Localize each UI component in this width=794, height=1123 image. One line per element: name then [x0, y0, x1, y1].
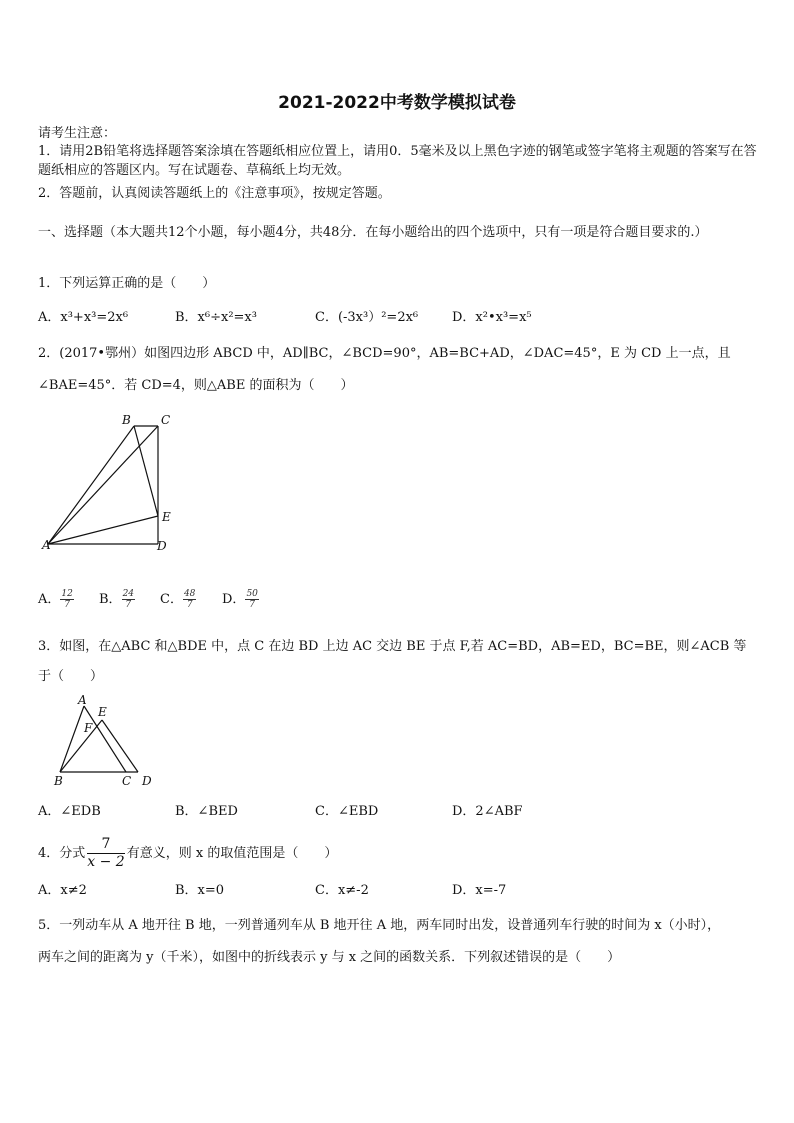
q1-option-d: D．x²•x³=x⁵ — [452, 310, 532, 325]
segment-ed — [102, 720, 138, 772]
question-4-stem: 4．分式 $\frac{7}{x - 2}$ 有意义，则 x 的取值范围是（ ） — [38, 836, 338, 870]
q4-option-d: D．x=-7 — [452, 883, 507, 898]
q2-option-a: A． $\frac{12}{7}$ — [38, 589, 73, 610]
label-d: D — [157, 539, 167, 553]
label-f: F — [84, 721, 93, 735]
label-b: B — [54, 774, 63, 788]
label-e: E — [98, 705, 107, 719]
label-c: C — [122, 774, 132, 788]
q2-option-d: D． $\frac{50}{7}$ — [222, 589, 258, 610]
q3-option-c: C．∠EBD — [315, 804, 379, 819]
q3-option-a: A．∠EDB — [38, 804, 101, 819]
section-heading: 一、选择题（本大题共12个小题，每小题4分，共48分．在每小题给出的四个选项中，只有一项是符合题目要求的.） — [38, 225, 708, 240]
q3-option-b: B．∠BED — [175, 804, 238, 819]
label-a: A — [78, 693, 87, 707]
question-5-stem-line2: 两车之间的距离为 y（千米），如图中的折线表示 y 与 x 之间的函数关系．下列叙述错误的是（ ） — [38, 950, 621, 965]
label-a: A — [42, 538, 51, 552]
q4-option-c: C．x≠-2 — [315, 883, 369, 898]
question-1-stem: 1．下列运算正确的是（ ） — [38, 276, 216, 291]
segment-ab — [48, 426, 134, 544]
q3-triangles-figure — [50, 692, 160, 790]
notice-heading: 请考生注意： — [38, 126, 117, 141]
segment-ac — [48, 426, 158, 544]
q4-fraction: $\frac{7}{x - 2}$ — [87, 836, 125, 870]
segment-ba — [60, 706, 84, 772]
notice-item-2: 2．答题前，认真阅读答题纸上的《注意事项》，按规定答题。 — [38, 186, 391, 201]
segment-be — [60, 720, 102, 772]
question-2-stem-line1: 2．(2017•鄂州）如图四边形 ABCD 中，AD∥BC，∠BCD=90°，AB=BC+AD，∠DAC=45°，E 为 CD 上一点，且 — [38, 346, 731, 361]
label-e: E — [162, 510, 171, 524]
q2-option-b: B． $\frac{24}{7}$ — [99, 589, 135, 610]
q3-option-d: D．2∠ABF — [452, 804, 523, 819]
q1-option-c: C．(-3x³）²=2x⁶ — [315, 310, 419, 325]
q4-option-b: B．x=0 — [175, 883, 225, 898]
q4-option-a: A．x≠2 — [38, 883, 87, 898]
question-3-stem-line2: 于（ ） — [38, 669, 104, 684]
q2-option-c: C． $\frac{48}{7}$ — [160, 589, 196, 610]
q1-option-a: A．x³+x³=2x⁶ — [38, 310, 129, 325]
q2-quadrilateral-figure — [36, 408, 186, 558]
question-2-stem-line2: ∠BAE=45°．若 CD=4，则△ABE 的面积为（ ） — [38, 378, 354, 393]
page-title: 2021-2022中考数学模拟试卷 — [278, 93, 516, 113]
notice-item-1: 1．请用2B铅笔将选择题答案涂填在答题纸相应位置上，请用0．5毫米及以上黑色字迹的钢笔或签字笔将主观题的答案写在答题纸相应的答题区内。写在试题卷、草稿纸上均无效。 — [38, 144, 757, 178]
segment-ae — [48, 516, 158, 544]
q1-option-b: B．x⁶÷x²=x³ — [175, 310, 257, 325]
label-b: B — [122, 413, 131, 427]
label-c: C — [161, 413, 171, 427]
label-d: D — [142, 774, 152, 788]
question-3-stem-line1: 3．如图，在△ABC 和△BDE 中，点 C 在边 BD 上边 AC 交边 BE 于点 F,若 AC=BD，AB=ED，BC=BE，则∠ACB 等 — [38, 639, 747, 654]
question-5-stem-line1: 5．一列动车从 A 地开往 B 地，一列普通列车从 B 地开往 A 地，两车同时出发，设普通列车行驶的时间为 x（小时）， — [38, 918, 721, 933]
